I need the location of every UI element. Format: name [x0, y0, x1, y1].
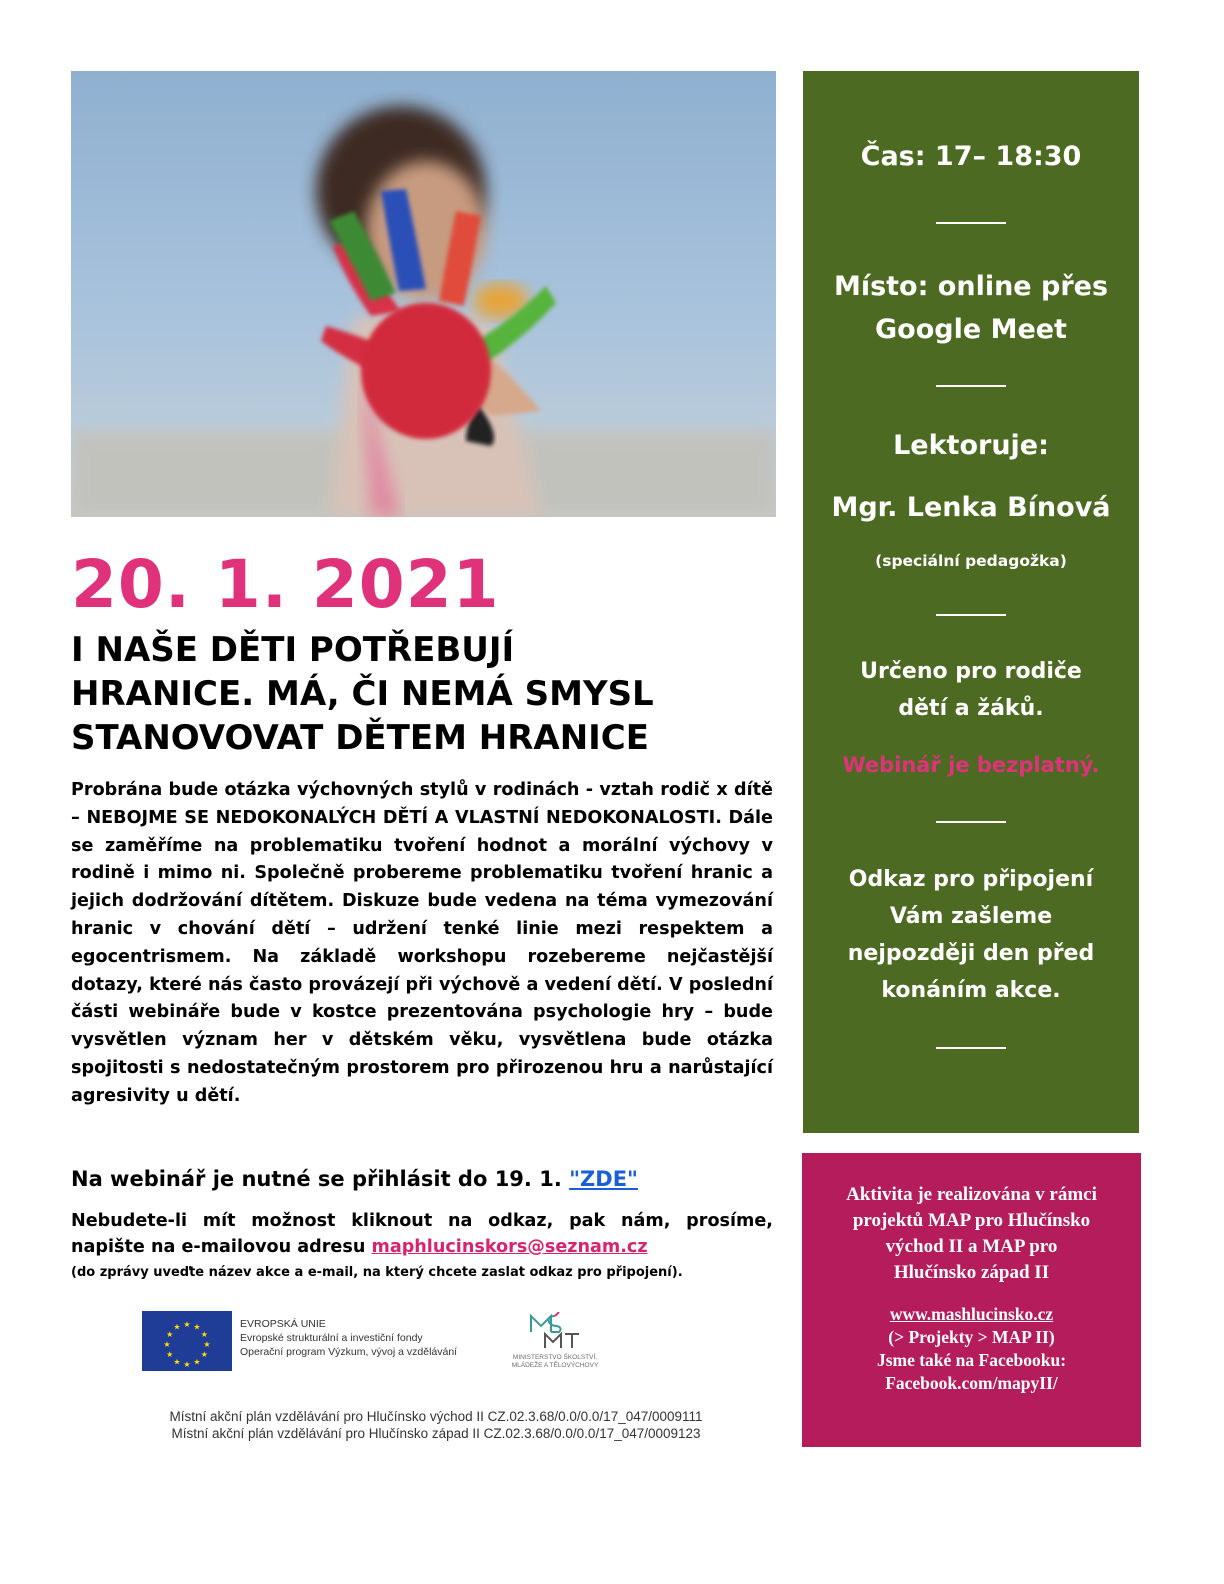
footer-line: Místní akční plán vzdělávání pro Hlučínsko západ II CZ.02.3.68/0.0/0.0/17_047/0009123 — [171, 1426, 701, 1441]
svg-text:★: ★ — [200, 1330, 208, 1339]
svg-text:★: ★ — [183, 1360, 191, 1369]
link-info-line: nejpozději den před — [847, 941, 1095, 966]
svg-text:★: ★ — [183, 1320, 191, 1329]
svg-text:★: ★ — [173, 1322, 181, 1332]
lecturer-role: (speciální pedagožka) — [875, 552, 1067, 570]
audience — [803, 653, 1139, 727]
msmt-logo — [496, 1312, 614, 1370]
event-date: 20. 1. 2021 — [71, 546, 500, 623]
svg-text:★: ★ — [166, 1330, 174, 1339]
event-info-panel — [803, 71, 1139, 1133]
divider — [936, 222, 1006, 224]
svg-text:★: ★ — [203, 1340, 211, 1349]
event-headline — [71, 628, 781, 760]
contact-paragraph — [71, 1208, 773, 1260]
free-note: Webinář je bezplatný. — [842, 753, 1100, 777]
project-info — [802, 1182, 1141, 1286]
divider — [936, 821, 1006, 823]
eu-logo-text — [240, 1317, 490, 1359]
divider — [936, 1047, 1006, 1049]
headline-line: STANOVOVAT DĚTEM HRANICE — [71, 718, 649, 758]
link-info-line: konáním akce. — [881, 978, 1061, 1003]
facebook-label: Jsme také na Facebooku: — [876, 1350, 1067, 1370]
link-info-line: Vám zašleme — [889, 904, 1053, 929]
facebook-url: Facebook.com/mapyII/ — [885, 1373, 1058, 1393]
svg-text:★: ★ — [193, 1357, 201, 1367]
project-links — [802, 1303, 1141, 1395]
divider — [936, 614, 1006, 616]
headline-line: HRANICE. MÁ, ČI NEMÁ SMYSL — [71, 674, 654, 714]
eu-flag-logo — [142, 1311, 232, 1371]
project-info-line: východ II a MAP pro — [885, 1236, 1058, 1257]
project-info-line: projektů MAP pro Hlučínsko — [852, 1210, 1091, 1231]
event-description: Probrána bude otázka výchovných stylů v rodinách - vztah rodič x dítě – NEBOJME SE NEDOKONALÝCH DĚTÍ A VLASTNÍ NEDOKONALOSTI. Dále se zaměříme na problematiku tvoření hodnot a morální výchovy v rodině i mimo ni. Společně probereme problematiku tvoření hranic a jejich dodržování dítětem. Diskuze bude vedena na téma vymezování hranic v chování dětí – udržení tenké linie mezi respektem a egocentrismem. Na základě workshopu rozebereme nejčastější dotazy, které nás často provázejí při výchově a vedení dětí. V poslední části webináře bude v kostce prezentována psychologie hry – bude vysvětlen význam her v dětském věku, vysvětlena bude otázka spojitosti s nedostatečným prostorem pro přirozenou hru a narůstající agresivity u dětí. — [71, 780, 773, 1106]
svg-text:★: ★ — [163, 1340, 171, 1349]
project-info-line: Aktivita je realizována v rámci — [846, 1184, 1097, 1205]
msmt-line: MLÁDEŽE A TĚLOVÝCHOVY — [511, 1361, 599, 1369]
place-line: Místo: online přes — [833, 271, 1109, 302]
registration-line — [71, 1164, 776, 1194]
svg-text:★: ★ — [200, 1350, 208, 1359]
eu-line: Operační program Výzkum, vývoj a vzdělávání — [240, 1346, 458, 1358]
link-info — [803, 861, 1139, 1009]
eu-line: Evropské strukturální a investiční fondy — [240, 1332, 423, 1344]
footer — [71, 1408, 801, 1442]
website-path: (> Projekty > MAP II) — [888, 1327, 1055, 1347]
divider — [936, 385, 1006, 387]
event-time: Čas: 17– 18:30 — [860, 141, 1082, 172]
audience-line: dětí a žáků. — [898, 696, 1044, 721]
lecturer-label: Lektoruje: — [893, 430, 1049, 461]
registration-link[interactable]: "ZDE" — [569, 1167, 638, 1191]
lecturer-name: Mgr. Lenka Bínová — [831, 492, 1111, 523]
svg-text:★: ★ — [173, 1357, 181, 1367]
headline-line: I NAŠE DĚTI POTŘEBUJÍ — [71, 630, 515, 670]
place-line: Google Meet — [875, 314, 1067, 345]
registration-note: (do zprávy uveďte název akce a e-mail, na který chcete zaslat odkaz pro připojení). — [71, 1265, 683, 1280]
hero-photo — [71, 71, 776, 517]
registration-text: Na webinář je nutné se přihlásit do 19. 1. — [71, 1167, 570, 1191]
link-info-line: Odkaz pro připojení — [848, 867, 1094, 892]
event-place — [803, 265, 1139, 351]
email-link[interactable]: maphlucinskors@seznam.cz — [371, 1237, 648, 1257]
website-link[interactable]: www.mashlucinsko.cz — [889, 1304, 1054, 1324]
svg-text:★: ★ — [193, 1322, 201, 1332]
footer-line: Místní akční plán vzdělávání pro Hlučínsko východ II CZ.02.3.68/0.0/0.0/17_047/0009111 — [169, 1409, 703, 1424]
project-panel — [802, 1153, 1141, 1447]
msmt-emblem-icon — [525, 1312, 585, 1350]
audience-line: Určeno pro rodiče — [860, 659, 1082, 684]
contact-text: Nebudete-li mít možnost kliknout na odkaz, pak nám, prosíme, napište na e-mailovou adresu — [71, 1211, 773, 1257]
svg-text:★: ★ — [166, 1350, 174, 1359]
project-info-line: Hlučínsko západ II — [893, 1262, 1050, 1283]
msmt-line: MINISTERSTVO ŠKOLSTVÍ, — [512, 1354, 598, 1361]
eu-line: EVROPSKÁ UNIE — [240, 1318, 326, 1330]
